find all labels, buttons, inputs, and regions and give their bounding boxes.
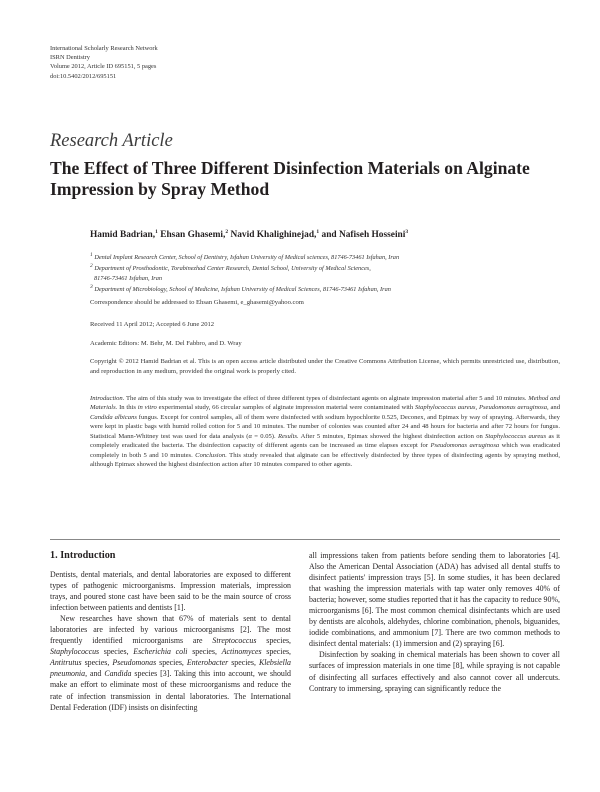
alpha-symbol: α bbox=[248, 432, 252, 440]
body-paragraph: Dentists, dental materials, and dental laboratories are exposed to different types of pathogenic microorganisms. Impression materials, impression trays, and poured stone cast have been said to be the main source of cross infection between patients and dentists [1]. bbox=[50, 570, 291, 613]
body-column-left bbox=[50, 550, 291, 713]
author-affil-sup: 1 bbox=[155, 229, 158, 235]
abstract-text: This study revealed that alginate can be effectively disinfected by three types of disinfecting agents by spraying method, although Epimax showed the highest disinfection action after 10 minutes compared to other agents. bbox=[90, 451, 561, 469]
journal-doi[interactable]: doi:10.5402/2012/695151 bbox=[50, 72, 117, 80]
body-paragraph bbox=[50, 613, 291, 712]
body-paragraph: Disinfection by soaking in chemical materials has been shown to cover all surfaces of impression materials in one time [8], while spraying is not capable of disinfecting all surfaces effectively and also cannot cover all undercuts. Contrary to immersing, spraying can significantly reduce the bbox=[309, 650, 560, 693]
abstract-text: , and bbox=[547, 404, 561, 412]
abstract-text: experimental study, 66 circular samples of alginate impression material were contaminated with bbox=[156, 404, 415, 412]
journal-name: ISRN Dentistry bbox=[50, 54, 90, 62]
body-column-right bbox=[309, 550, 560, 694]
organism-name: Pseudomonas aeruginosa bbox=[478, 404, 548, 412]
author-affil-sup: 1 bbox=[316, 229, 320, 235]
section-heading: 1. Introduction bbox=[50, 550, 116, 561]
affiliation-text: Department of Prosthodontic, Torabinezhad Center Research, Dental School, University of Medical Sciences, bbox=[92, 265, 371, 273]
organism-name: Staphylococcus aureus bbox=[485, 432, 547, 440]
author-name: Hamid Badrian, bbox=[90, 230, 156, 241]
organism-name: Staphylococcus bbox=[50, 647, 100, 657]
abstract-results-label: Results. bbox=[277, 432, 299, 440]
abstract-text: fungus. Except for control samples, all of them were disinfected with sodium hypochlorite 0.525, Deconex, and Epimax by way of spraying. Afterwards, they were kept in plastic bags with humid rolled cotton for 5 and 10 minutes. The number of colonies was counted after 24 and 48 hours for bacteria and after 72 hours for fungus. Statistical Mann-Whitney test was used for data analysis ( bbox=[90, 413, 560, 440]
copyright-notice: Copyright © 2012 Hamid Badrian et al. This is an open access article distributed under the Creative Commons Attribution License, which permits unrestricted use, distribution, and reproduction in any medium, provided the original work is properly cited. bbox=[90, 358, 560, 375]
body-text: species, bbox=[261, 647, 292, 657]
organism-name: Klebsiella pneumonia bbox=[50, 658, 291, 679]
abstract-text: = 0.05). bbox=[251, 432, 278, 440]
abstract bbox=[90, 394, 560, 470]
affiliation-item bbox=[90, 283, 560, 294]
author-name: and Nafiseh Hosseini bbox=[319, 230, 406, 241]
organism-name: Enterobacter bbox=[186, 658, 229, 668]
author-name: Ehsan Ghasemi, bbox=[157, 230, 226, 241]
affiliation-list bbox=[90, 251, 560, 294]
body-text: New researches have shown that 67% of materials sent to dental laboratories are infected by various microorganisms [2]. The most frequently identified microorganisms are bbox=[50, 614, 291, 646]
author-list bbox=[90, 229, 408, 240]
affiliation-item bbox=[90, 262, 560, 283]
body-text: , and bbox=[85, 669, 105, 679]
organism-name: Actinomyces bbox=[221, 647, 262, 657]
organism-name: Streptococcus bbox=[212, 636, 257, 646]
affiliation-text: Department of Microbiology, School of Medicine, Isfahan University of Medical Sciences, 81746-73461 Isfahan, Iran bbox=[92, 286, 391, 294]
organism-name: Pseudomonas bbox=[112, 658, 157, 668]
received-dates: Received 11 April 2012; Accepted 6 June 2012 bbox=[90, 321, 215, 328]
organism-name: Candida bbox=[104, 669, 132, 679]
body-text: species, bbox=[156, 658, 187, 668]
body-text: species, bbox=[99, 647, 134, 657]
body-text: species, bbox=[81, 658, 113, 668]
abstract-text: In this bbox=[117, 404, 138, 412]
correspondence: Correspondence should be addressed to Ehsan Ghasemi, e_ghasemi@yahoo.com bbox=[90, 299, 304, 306]
affiliation-sup: 2 bbox=[90, 263, 93, 270]
journal-network: International Scholarly Research Network bbox=[50, 45, 158, 52]
abstract-term: in vitro bbox=[137, 404, 157, 412]
paper-title: The Effect of Three Different Disinfection Materials on Alginate Impression by Spray Method bbox=[50, 158, 530, 199]
affiliation-sup: 3 bbox=[90, 284, 93, 291]
body-text: species [3]. Taking this into account, we should make an effort to eliminate most of these microorganisms and reduce the rate of infection transmission in dental laboratories. The International Dental Federation (IDF) insists on disinfecting bbox=[50, 669, 291, 712]
body-text: species, bbox=[187, 647, 222, 657]
section-divider bbox=[50, 539, 560, 540]
organism-name: Pseudomonas aeruginosa bbox=[430, 442, 500, 450]
body-text: species, bbox=[228, 658, 259, 668]
abstract-text: which was eradicated completely in both 5 and 10 minutes. bbox=[90, 442, 560, 459]
academic-editors: Academic Editors: M. Behr, M. Del Fabbro, and D. Wray bbox=[90, 340, 242, 347]
journal-header bbox=[50, 44, 350, 81]
organism-name: Candida albicans bbox=[90, 413, 137, 421]
affiliation-item bbox=[90, 251, 560, 262]
abstract-text: as it completely eradicated the bacteria. The disinfection capacity of different agents can be increased as time elapses except for bbox=[90, 432, 560, 450]
abstract-intro-label: Introduction. bbox=[90, 395, 125, 402]
abstract-intro-text: The aim of this study was to investigate the effect of three different types of disinfectant agents on alginate impression material after 5 and 10 minutes. bbox=[124, 395, 529, 402]
author-name: Navid Khalighinejad, bbox=[228, 230, 317, 241]
organism-name: Staphylococcus aureus bbox=[414, 404, 476, 412]
author-affil-sup: 3 bbox=[405, 229, 409, 235]
affiliation-sup: 1 bbox=[90, 252, 93, 258]
abstract-text: , bbox=[475, 404, 479, 412]
abstract-conclusion-label: Conclusion. bbox=[195, 451, 227, 459]
organism-name: Escherichia coli bbox=[133, 647, 188, 657]
abstract-text: After 5 minutes, Epimax showed the highest disinfection action on bbox=[298, 432, 486, 440]
affiliation-text-cont: 81746-73461 Isfahan, Iran bbox=[94, 274, 163, 282]
affiliation-text: Dental Implant Research Center, School of Dentistry, Isfahan University of Medical sciences, 81746-73461 Isfahan, Iran bbox=[92, 254, 400, 262]
body-paragraph: all impressions taken from patients before sending them to laboratories [4]. Also the American Dental Association (ADA) has advised all dental stuffs to disinfect patients' impression trays [5]. In some studies, it has been declared that washing the impression materials with tap water only removes 40% of bacteria; however, some studies reported that it has the capacity to reduce 90%, microorganisms [6]. The most common chemical disinfectants which are used by dentists are alcohols, aldehydes, chlorine combination, phenols, biguanides, iodide combinations, and ammonium [7]. There are two common methods to disinfect dental materials: (1) immersion and (2) spraying [6]. bbox=[309, 551, 560, 649]
abstract-methods-label: Method and Materials. bbox=[90, 395, 560, 412]
author-affil-sup: 2 bbox=[225, 229, 229, 235]
organism-name: Antitrutus bbox=[50, 658, 82, 668]
journal-volume: Volume 2012, Article ID 695151, 5 pages bbox=[50, 63, 157, 71]
body-text: species, bbox=[256, 636, 292, 646]
article-type: Research Article bbox=[50, 131, 173, 151]
